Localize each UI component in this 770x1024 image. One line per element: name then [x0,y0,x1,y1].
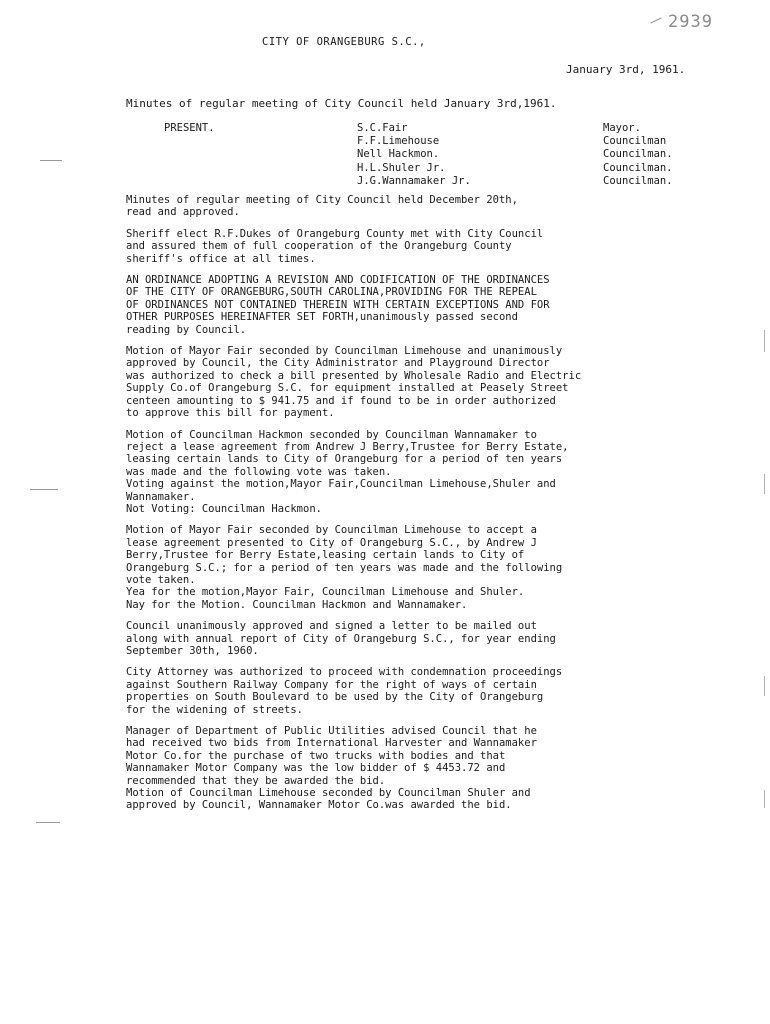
right-margin-mark [764,474,765,494]
right-margin-mark [764,330,765,352]
member-name: J.G.Wannamaker Jr. [357,174,471,187]
member-name: Nell Hackmon. [357,148,440,161]
paragraph-truck-bids: Manager of Department of Public Utilities advised Council that he had received two bids from International Harvester and Wannamaker Motor Co.for the purchase of two trucks with bodies and that Wannamaker Motor Company was the low bidder of $ 4453.72 and recommended that they be awarded the bid. Motion of Councilman Limehouse seconded by Councilman Shuler and approved by Council, Wannamaker Motor Co.was awarded the bid. [126,725,537,812]
paragraph-bill-approval: Motion of Mayor Fair seconded by Councilman Limehouse and unanimously approved by Council, the City Administrator and Playground Director was authorized to check a bill presented by Wholesale Radio and Electric Supply Co.of Orangeburg S.C. for equipment installed at Peasely Street centeen amounting to $ 941.75 and if found to be in order authorized to approve this bill for payment. [126,345,582,420]
member-title: Councilman [603,135,667,148]
paragraph-previous-minutes: Minutes of regular meeting of City Council held December 20th, read and approved. [126,194,518,219]
member-title: Councilman. [603,161,673,174]
present-titles [603,122,673,188]
paragraph-annual-report: Council unanimously approved and signed a letter to be mailed out along with annual report of City of Orangeburg S.C., for year ending September 30th, 1960. [126,620,556,657]
member-name: H.L.Shuler Jr. [357,161,446,174]
right-margin-mark [764,676,765,696]
meeting-date: January 3rd, 1961. [566,63,686,76]
present-names [357,122,471,188]
member-title: Councilman. [603,148,673,161]
left-margin-mark [40,160,62,161]
minutes-body [126,194,656,821]
member-name: F.F.Limehouse [357,135,440,148]
minutes-title: Minutes of regular meeting of City Council held January 3rd,1961. [126,97,557,110]
stamp-mark [650,18,661,24]
present-label: PRESENT. [164,122,215,134]
page-number-stamp: 2939 [668,12,713,32]
member-title: Councilman. [603,174,673,187]
member-name: S.C.Fair [357,122,408,134]
left-margin-mark [36,822,60,823]
city-heading: CITY OF ORANGEBURG S.C., [262,36,426,48]
right-margin-mark [764,790,765,808]
left-margin-mark [30,489,58,490]
paragraph-sheriff: Sheriff elect R.F.Dukes of Orangeburg County met with City Council and assured them of full cooperation of the Orangeburg County sheriff's office at all times. [126,227,544,265]
paragraph-ordinance: AN ORDINANCE ADOPTING A REVISION AND CODIFICATION OF THE ORDINANCES OF THE CITY OF ORANGEBURG,SOUTH CAROLINA,PROVIDING FOR THE REPEAL OF ORDINANCES NOT CONTAINED THEREIN WITH CERTAIN EXCEPTIONS AND FOR OTHER PURPOSES HEREINAFTER SET FORTH,unanimously passed second reading by Council. [126,274,550,336]
paragraph-lease-rejection: Motion of Councilman Hackmon seconded by Councilman Wannamaker to reject a lease agreement from Andrew J Berry,Trustee for Berry Estate, leasing certain lands to City of Orangeburg for a period of ten years was made and the following vote was taken. Voting against the motion,Mayor Fair,Councilman Limehouse,Shuler and Wannamaker. Not Voting: Councilman Hackmon. [126,428,569,515]
member-title: Mayor. [603,122,641,134]
paragraph-condemnation: City Attorney was authorized to proceed with condemnation proceedings against Southern Railway Company for the right of ways of certain properties on South Boulevard to be used by the City of Orangeburg for the widening of streets. [126,666,563,716]
paragraph-lease-acceptance: Motion of Mayor Fair seconded by Councilman Limehouse to accept a lease agreement presented to City of Orangeburg S.C., by Andrew J Berry,Trustee for Berry Estate,leasing certain lands to City of Orangeburg S.C.; for a period of ten years was made and the following vote taken. Yea for the motion,Mayor Fair, Councilman Limehouse and Shuler. Nay for the Motion. Councilman Hackmon and Wannamaker. [126,524,563,611]
